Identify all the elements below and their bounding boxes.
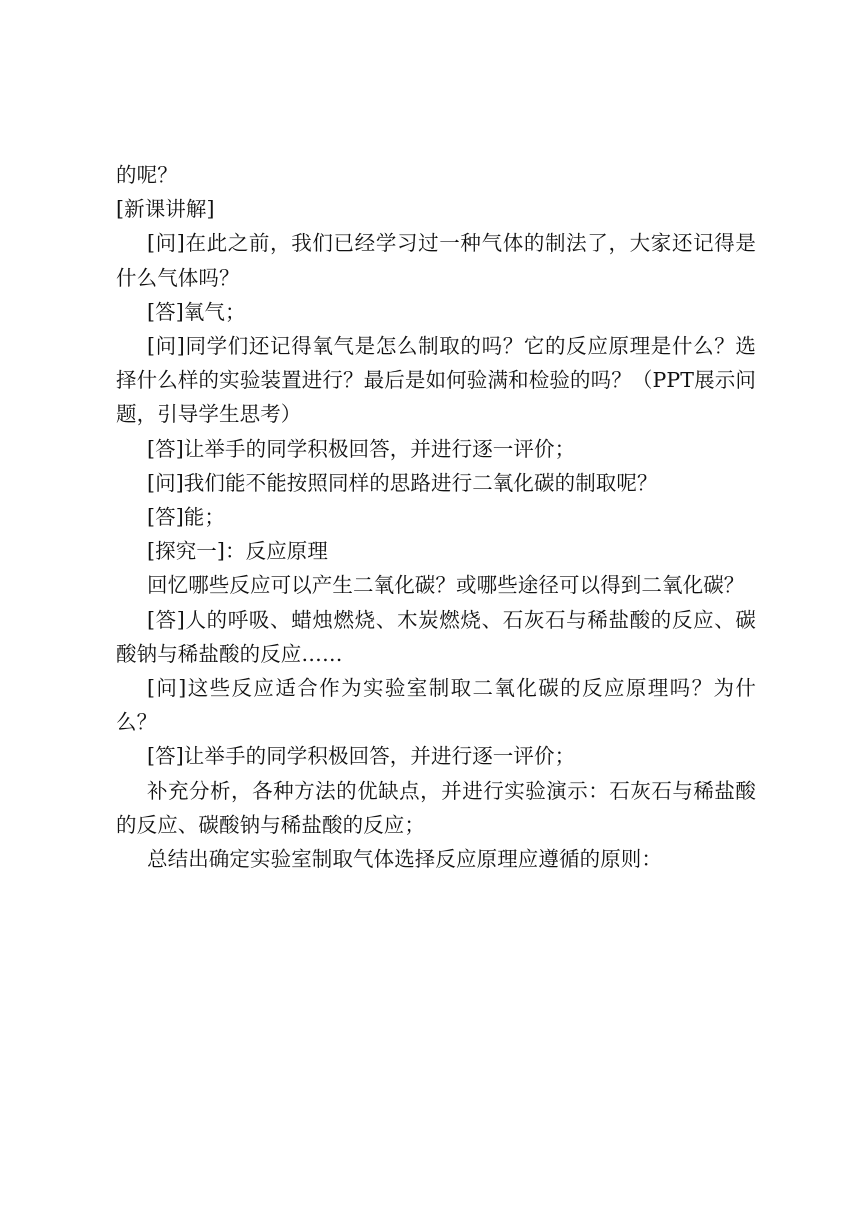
paragraph-inquiry-1-heading: [探究一]：反应原理	[147, 539, 328, 564]
document-body	[116, 158, 756, 876]
paragraph-question-3: [问]我们能不能按照同样的思路进行二氧化碳的制取呢？	[147, 470, 658, 495]
paragraph-summary-principles: 总结出确定实验室制取气体选择反应原理应遵循的原则：	[147, 847, 662, 872]
paragraph-question-2: [问]同学们还记得氧气是怎么制取的吗？它的反应原理是什么？选择什么样的实验装置进行？最后是如何验满和检验的吗？（PPT展示问题，引导学生思考）	[116, 334, 756, 427]
paragraph-answer-3: [答]能；	[147, 505, 225, 530]
paragraph-answer-1: [答]氧气；	[147, 299, 246, 324]
paragraph-answer-5: [答]让举手的同学积极回答，并进行逐一评价；	[147, 744, 576, 769]
paragraph-question-4: [问]这些反应适合作为实验室制取二氧化碳的反应原理吗？为什么？	[116, 676, 756, 735]
paragraph-supplement-analysis: 补充分析，各种方法的优缺点，并进行实验演示：石灰石与稀盐酸的反应、碳酸钠与稀盐酸的反应；	[116, 778, 756, 837]
paragraph-recall-prompt: 回忆哪些反应可以产生二氧化碳？或哪些途径可以得到二氧化碳？	[147, 573, 745, 598]
paragraph-question-1: [问]在此之前，我们已经学习过一种气体的制法了，大家还记得是什么气体吗？	[116, 231, 756, 290]
paragraph-answer-2: [答]让举手的同学积极回答，并进行逐一评价；	[147, 436, 576, 461]
paragraph-answer-4: [答]人的呼吸、蜡烛燃烧、木炭燃烧、石灰石与稀盐酸的反应、碳酸钠与稀盐酸的反应……	[116, 607, 756, 666]
paragraph-continuation: 的呢？	[116, 163, 178, 187]
section-heading-new-lesson: [新课讲解]	[116, 197, 215, 222]
